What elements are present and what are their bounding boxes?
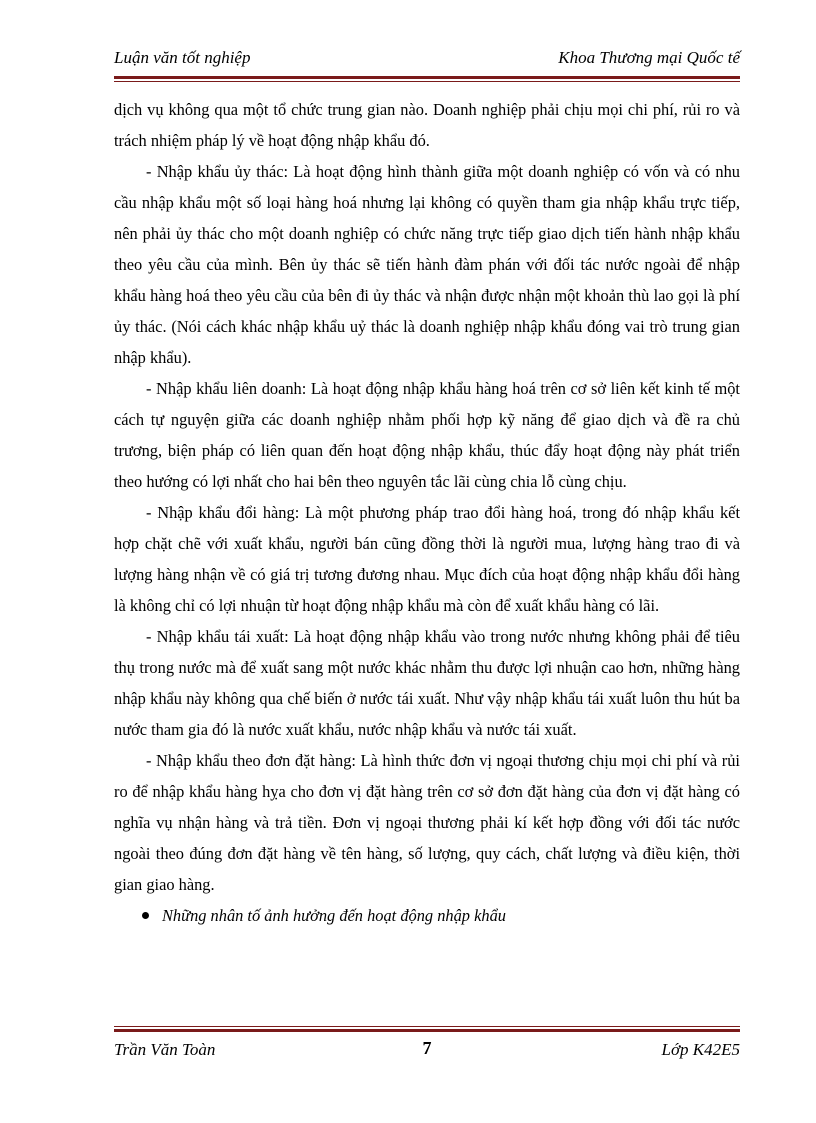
bullet-item-text: Những nhân tố ảnh hưởng đến hoạt động nhập khẩu xyxy=(162,906,506,925)
footer-rule-thin xyxy=(114,1026,740,1027)
header-thesis-label: Luận văn tốt nghiệp xyxy=(114,48,251,67)
footer-class: Lớp K42E5 xyxy=(661,1040,740,1059)
paragraph-continuation: dịch vụ không qua một tổ chức trung gian nào. Doanh nghiệp phải chịu mọi chi phí, rủi ro và trách nhiệm pháp lý về hoạt động nhập khẩu đó. xyxy=(114,100,740,150)
paragraph-nhap-khau-uy-thac: - Nhập khẩu ủy thác: Là hoạt động hình thành giữa một doanh nghiệp có vốn và có nhu cầu nhập khẩu một số loại hàng hoá nhưng lại không có quyền tham gia nhập khẩu trực tiếp, nên phải ủy thác cho một doanh nghiệp có chức năng trực tiếp giao dịch tiến hành nhập khẩu theo yêu cầu của mình. Bên ủy thác sẽ tiến hành đàm phán với đối tác nước ngoài để nhập khẩu hàng hoá theo yêu cầu của bên đi ủy thác và nhận được nhận một khoản thù lao gọi là phí ủy thác. (Nói cách khác nhập khẩu uỷ thác là doanh nghiệp nhập khẩu đóng vai trò trung gian nhập khẩu). xyxy=(114,162,740,367)
paragraph-nhap-khau-tai-xuat: - Nhập khẩu tái xuất: Là hoạt động nhập khẩu vào trong nước nhưng không phải để tiêu thụ trong nước mà để xuất sang một nước khác nhằm thu được lợi nhuận cao hơn, những hàng nhập khẩu này không qua chế biến ở nước tái xuất. Như vậy nhập khẩu tái xuất luôn thu hút ba nước tham gia đó là nước xuất khẩu, nước nhập khẩu và nước tái xuất. xyxy=(114,627,740,739)
bullet-item xyxy=(114,900,740,931)
header-faculty-label: Khoa Thương mại Quốc tế xyxy=(558,48,740,67)
page-header xyxy=(114,48,740,72)
footer-author: Trần Văn Toàn xyxy=(114,1040,216,1059)
header-rule-thick xyxy=(114,76,740,79)
header-rule-thin xyxy=(114,81,740,82)
paragraph-nhap-khau-lien-doanh: - Nhập khẩu liên doanh: Là hoạt động nhập khẩu hàng hoá trên cơ sở liên kết kinh tế một cách tự nguyện giữa các doanh nghiệp nhằm phối hợp kỹ năng để giao dịch và đề ra chủ trương, biện pháp có liên quan đến hoạt động nhập khẩu, thúc đẩy hoạt động này phát triển theo hướng có lợi nhất cho hai bên theo nguyên tắc lãi cùng chia lỗ cùng chịu. xyxy=(114,379,740,491)
page-number: 7 xyxy=(422,1038,432,1058)
footer-rule-thick xyxy=(114,1029,740,1032)
bullet-dot-icon xyxy=(142,912,149,919)
page-body xyxy=(114,94,740,931)
paragraph-nhap-khau-theo-don-dat-hang: - Nhập khẩu theo đơn đặt hàng: Là hình thức đơn vị ngoại thương chịu mọi chi phí và rủi ro để nhập khẩu hàng hỵa cho đơn vị đặt hàng trên cơ sở đơn đặt hàng của đơn vị đặt hàng có nghĩa vụ nhận hàng và trả tiền. Đơn vị ngoại thương phải kí kết hợp đồng với đối tác nước ngoài theo đúng đơn đặt hàng về tên hàng, số lượng, quy cách, chất lượng và điều kiện, thời gian giao hàng. xyxy=(114,751,740,894)
paragraph-nhap-khau-doi-hang: - Nhập khẩu đổi hàng: Là một phương pháp trao đổi hàng hoá, trong đó nhập khẩu kết hợp chặt chẽ với xuất khẩu, người bán cũng đồng thời là người mua, lượng hàng trao đi và lượng hàng nhận về có giá trị tương đương nhau. Mục đích của hoạt động nhập khẩu đổi hàng là không chỉ có lợi nhuận từ hoạt động nhập khẩu mà còn để xuất khẩu hàng có lãi. xyxy=(114,503,740,615)
page-footer xyxy=(114,1040,740,1064)
